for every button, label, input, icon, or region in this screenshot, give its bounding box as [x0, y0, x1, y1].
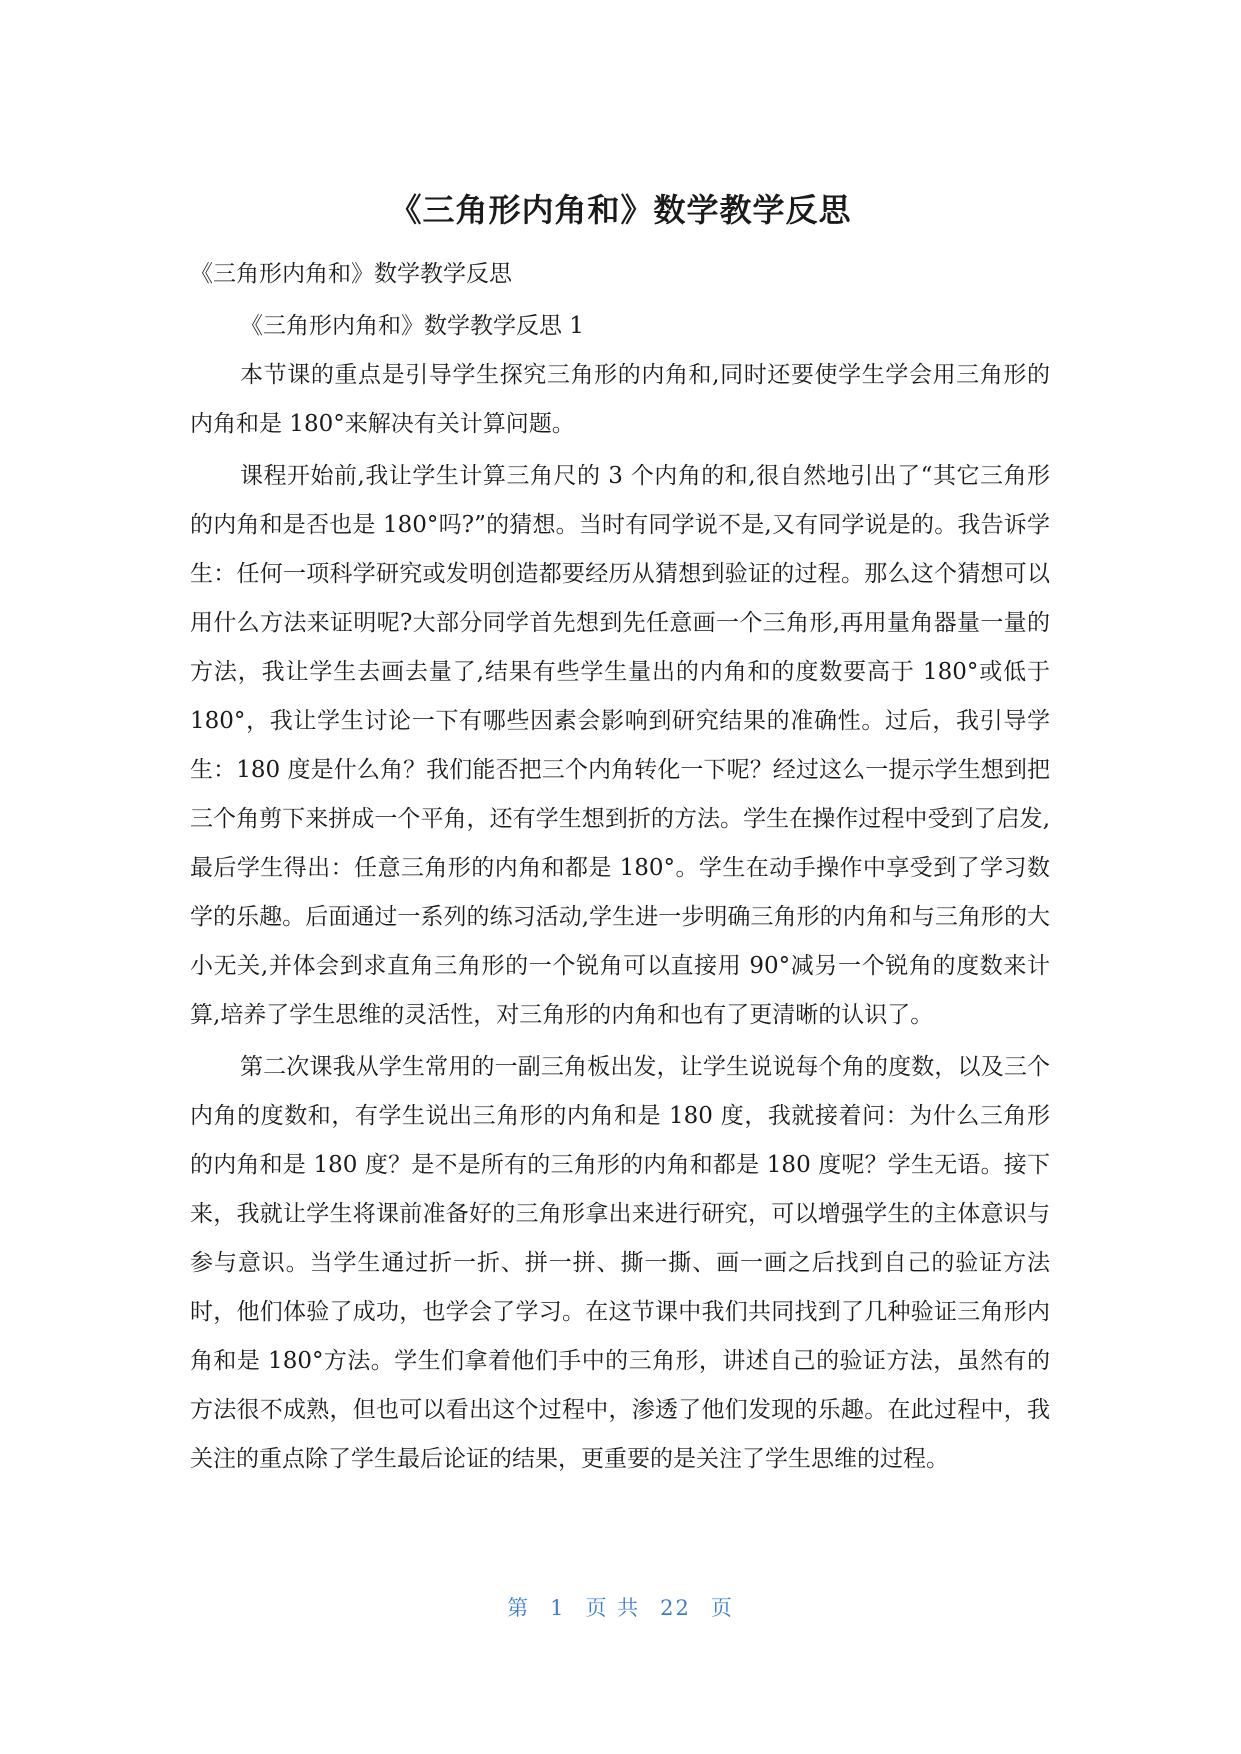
paragraph-1: 本节课的重点是引导学生探究三角形的内角和,同时还要使学生学会用三角形的内角和是 180°来解决有关计算问题。 [190, 362, 1050, 437]
section-heading: 《三角形内角和》数学教学反思 1 [240, 313, 584, 339]
footer-prefix: 第 [507, 1596, 531, 1620]
paragraph-3: 第二次课我从学生常用的一副三角板出发，让学生说说每个角的度数，以及三个内角的度数和，有学生说出三角形的内角和是 180 度，我就接着问：为什么三角形的内角和是 180 度？是不是所有的三角形的内角和都是 180 度呢？学生无语。接下来，我就让学生将课前准备好的三角形拿出来进行研究，可以增强学生的主体意识与参与意识。当学生通过折一折、拼一拼、撕一撕、画一画之后找到自己的验证方法时，他们体验了成功，也学会了学习。在这节课中我们共同找到了几种验证三角形内角和是 180°方法。学生们拿着他们手中的三角形，讲述自己的验证方法，虽然有的方法很不成熟，但也可以看出这个过程中，渗透了他们发现的乐趣。在此过程中，我关注的重点除了学生最后论证的结果，更重要的是关注了学生思维的过程。 [190, 1054, 1050, 1472]
document-subtitle: 《三角形内角和》数学教学反思 [190, 261, 512, 287]
page-footer [0, 1592, 1241, 1622]
footer-middle: 页 共 [585, 1596, 641, 1620]
document-title: 《三角形内角和》数学教学反思 [389, 191, 852, 229]
footer-current-page: 1 [550, 1596, 566, 1620]
paragraph-2: 课程开始前,我让学生计算三角尺的 3 个内角的和,很自然地引出了“其它三角形的内角和是否也是 180°吗?”的猜想。当时有同学说不是,又有同学说是的。我告诉学生：任何一项科学研究或发明创造都要经历从猜想到验证的过程。那么这个猜想可以用什么方法来证明呢?大部分同学首先想到先任意画一个三角形,再用量角器量一量的方法，我让学生去画去量了,结果有些学生量出的内角和的度数要高于 180°或低于 180°，我让学生讨论一下有哪些因素会影响到研究结果的准确性。过后，我引导学生：180 度是什么角？我们能否把三个内角转化一下呢？经过这么一提示学生想到把三个角剪下来拼成一个平角，还有学生想到折的方法。学生在操作过程中受到了启发,最后学生得出：任意三角形的内角和都是 180°。学生在动手操作中享受到了学习数学的乐趣。后面通过一系列的练习活动,学生进一步明确三角形的内角和与三角形的大小无关,并体会到求直角三角形的一个锐角可以直接用 90°减另一个锐角的度数来计算,培养了学生思维的灵活性，对三角形的内角和也有了更清晰的认识了。 [190, 463, 1050, 1028]
document-body [190, 250, 1050, 1484]
footer-total-pages: 22 [660, 1596, 691, 1620]
footer-suffix: 页 [710, 1596, 734, 1620]
